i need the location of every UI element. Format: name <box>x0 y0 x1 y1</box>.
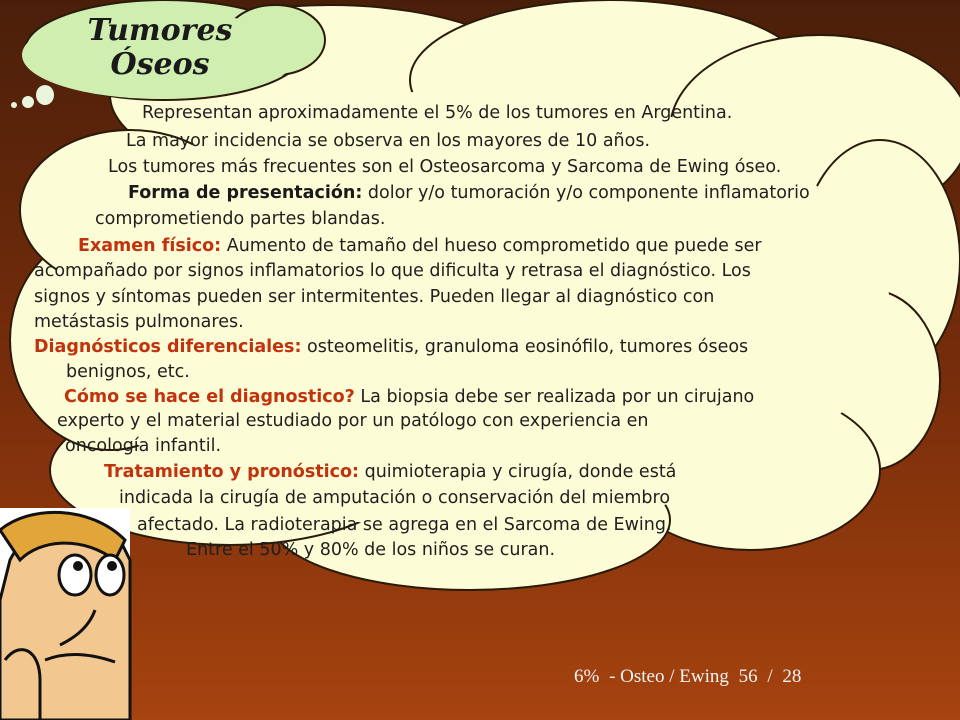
como-text-3: oncología infantil. <box>65 436 222 456</box>
forma-text-1: dolor y/o tumoración y/o componente inflamatorio <box>367 183 810 203</box>
diferenciales-line-1 <box>34 337 748 357</box>
como-line-1 <box>64 387 754 407</box>
examen-label: Examen físico: <box>78 236 222 256</box>
tratamiento-label: Tratamiento y pronóstico: <box>104 462 360 482</box>
como-text-2: experto y el material estudiado por un patólogo con experiencia en <box>57 411 649 431</box>
diferenciales-text-2: benignos, etc. <box>66 362 190 382</box>
examen-text-2: acompañado por signos inflamatorios lo que dificulta y retrasa el diagnóstico. Los <box>34 261 751 281</box>
footer-slash: / <box>767 666 773 687</box>
tratamiento-text-3: afectado. La radioterapia se agrega en el Sarcoma de Ewing. <box>137 515 672 535</box>
paragraph-incidence-percent: Representan aproximadamente el 5% de los tumores en Argentina. <box>142 103 733 123</box>
forma-label: Forma de presentación: <box>128 183 363 203</box>
tratamiento-line-1 <box>104 462 676 482</box>
footer-count-b: 28 <box>782 666 802 687</box>
paragraph-age-incidence: La mayor incidencia se observa en los mayores de 10 años. <box>126 131 651 151</box>
title-line-2: Óseos <box>110 47 210 82</box>
tratamiento-text-1: quimioterapia y cirugía, donde está <box>364 462 677 482</box>
examen-text-4: metástasis pulmonares. <box>34 312 244 332</box>
footer-percent: 6% <box>574 666 600 687</box>
examen-text-1: Aumento de tamaño del hueso comprometido que puede ser <box>226 236 762 256</box>
tratamiento-text-2: indicada la cirugía de amputación o conservación del miembro <box>119 488 671 508</box>
examen-line-1 <box>78 236 762 256</box>
diferenciales-label: Diagnósticos diferenciales: <box>34 337 302 357</box>
footer-label: - Osteo / Ewing <box>609 666 729 687</box>
slide-footer <box>574 666 806 688</box>
como-label: Cómo se hace el diagnostico? <box>64 387 355 407</box>
paragraph-most-frequent: Los tumores más frecuentes son el Osteosarcoma y Sarcoma de Ewing óseo. <box>108 157 782 177</box>
footer-count-a: 56 <box>738 666 758 687</box>
slide-title <box>60 14 260 82</box>
examen-text-3: signos y síntomas pueden ser intermitentes. Pueden llegar al diagnóstico con <box>34 287 715 307</box>
title-line-1: Tumores <box>87 13 233 48</box>
forma-line-1 <box>128 183 810 203</box>
como-text-1: La biopsia debe ser realizada por un cirujano <box>360 387 755 407</box>
tratamiento-text-4: Entre el 50% y 80% de los niños se curan. <box>186 540 556 560</box>
diferenciales-text-1: osteomelitis, granuloma eosinófilo, tumores óseos <box>307 337 749 357</box>
forma-text-2: comprometiendo partes blandas. <box>95 209 386 229</box>
